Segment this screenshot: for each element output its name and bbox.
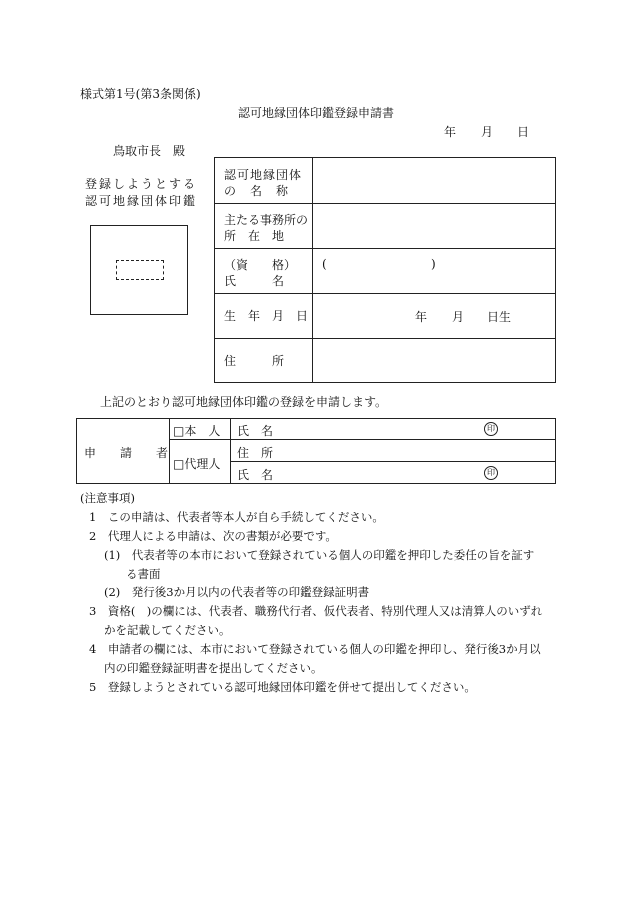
qualification-paren-open: ( [322, 257, 327, 271]
applicant-table [76, 418, 556, 484]
birth-day: 日生 [487, 310, 512, 324]
birth-year: 年 [415, 310, 428, 324]
proxy-checkbox[interactable]: □代理人 [173, 457, 221, 471]
notes-heading: (注意事項) [80, 491, 135, 505]
seal-mark-icon: 印 [484, 466, 498, 480]
group-name-label: 認可地縁団体 の 名 称 [224, 168, 303, 198]
note-item: 4 申請者の欄には、本市において登録されている個人の印鑑を押印し、発行後3か月以 [89, 642, 541, 656]
seal-caption-line1: 登録しようとする [85, 177, 198, 191]
note-subitem: (1) 代表者等の本市において登録されている個人の印鑑を押印した委任の旨を証す [104, 548, 535, 562]
date-day: 日 [517, 125, 530, 139]
seal-caption [85, 176, 197, 210]
note-item: 3 資格( )の欄には、代表者、職務代行者、仮代表者、特別代理人又は清算人のいずれ [89, 604, 543, 618]
note-item: 5 登録しようとされている認可地縁団体印鑑を併せて提出してください。 [89, 680, 476, 694]
seal-impression-area [116, 260, 164, 280]
date-month: 月 [481, 125, 494, 139]
seal-mark-icon: 印 [484, 422, 498, 436]
address-label: 住 所 [224, 354, 285, 368]
qualification-paren-close: ) [431, 257, 436, 271]
date-year: 年 [444, 125, 457, 139]
form-number: 様式第1号(第3条関係) [80, 87, 201, 101]
note-item: 1 この申請は、代表者等本人が自ら手続してください。 [89, 510, 384, 524]
birth-month: 月 [452, 310, 465, 324]
request-sentence: 上記のとおり認可地縁団体印鑑の登録を申請します。 [100, 395, 388, 409]
seal-caption-line2: 認可地縁団体印鑑 [85, 194, 198, 208]
proxy-name-label: 氏 名 [237, 468, 274, 482]
proxy-address-label: 住 所 [237, 446, 274, 460]
note-subitem-cont: る書面 [126, 567, 161, 581]
applicant-label: 申 請 者 [84, 446, 169, 460]
birthdate-label: 生 年 月 日 [224, 309, 309, 323]
note-item-cont: 内の印鑑登録証明書を提出してください。 [104, 661, 323, 675]
representative-label: （資 格） 氏 名 [224, 258, 297, 288]
note-subitem: (2) 発行後3か月以内の代表者等の印鑑登録証明書 [104, 585, 370, 599]
addressee: 鳥取市長 殿 [113, 144, 186, 158]
note-item-cont: かを記載してください。 [104, 623, 231, 637]
page-title: 認可地縁団体印鑑登録申請書 [238, 106, 395, 120]
self-checkbox[interactable]: □本 人 [173, 424, 221, 438]
self-name-label: 氏 名 [237, 424, 274, 438]
note-item: 2 代理人による申請は、次の書類が必要です。 [89, 529, 337, 543]
info-table-divider [312, 158, 313, 382]
info-table [214, 157, 556, 383]
seal-impression-box [90, 225, 188, 315]
office-location-label: 主たる事務所の 所 在 地 [224, 213, 309, 243]
